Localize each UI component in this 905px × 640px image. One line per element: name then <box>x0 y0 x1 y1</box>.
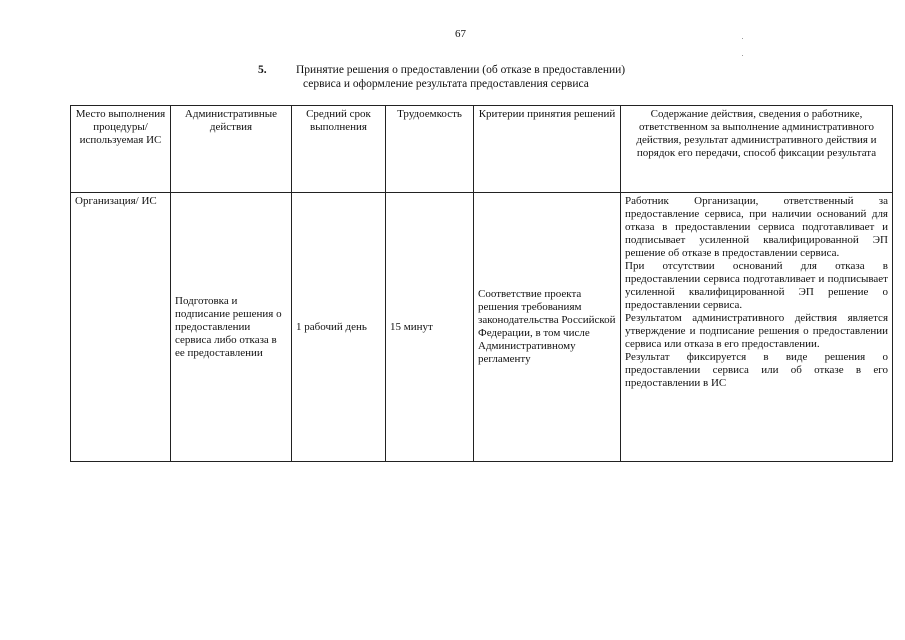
header-criteria: Критерии принятия решений <box>474 106 621 193</box>
table-header-row <box>71 106 893 193</box>
content-paragraph: Работник Организации, ответственный за предоставление сервиса, при наличии оснований для отказа в предоставлении сервиса подготавливает и подписывает усиленной квалифицированной ЭП решение об отказе в предоставлении сервиса. <box>625 195 888 259</box>
procedure-table <box>70 105 893 462</box>
scan-speck <box>742 38 743 39</box>
header-place: Место выполнения процедуры/используемая ИС <box>71 106 171 193</box>
header-action: Административные действия <box>171 106 292 193</box>
section-heading <box>258 63 625 91</box>
cell-criteria: Соответствие проекта решения требованиям законодательства Российской Федерации, в том числе Административному регламенту <box>474 193 621 462</box>
content-paragraph: Результатом административного действия является утверждение и подписание решения о предоставлении сервиса или отказа в его предоставлении. <box>625 312 888 350</box>
content-paragraph: При отсутствии оснований для отказа в предоставлении сервиса подготавливает и подписывает усиленной квалифицированной ЭП решение о предоставлении сервиса. <box>625 260 888 311</box>
section-title-line-2: сервиса и оформление результата предоставления сервиса <box>303 78 589 90</box>
cell-content <box>621 193 893 462</box>
section-number: 5. <box>258 64 267 76</box>
header-content: Содержание действия, сведения о работнике, ответственном за выполнение административного действия, результат административного действия и порядок его передачи, способ фиксации результата <box>621 106 893 193</box>
cell-place: Организация/ ИС <box>71 193 171 462</box>
header-term: Средний срок выполнения <box>292 106 386 193</box>
scan-speck <box>742 55 743 56</box>
content-paragraph: Результат фиксируется в виде решения о предоставлении сервиса или об отказе в его предоставлении в ИС <box>625 351 888 389</box>
cell-term: 1 рабочий день <box>292 193 386 462</box>
header-labor: Трудоемкость <box>386 106 474 193</box>
cell-action: Подготовка и подписание решения о предоставлении сервиса либо отказа в ее предоставлении <box>171 193 292 462</box>
section-title-line-1: Принятие решения о предоставлении (об отказе в предоставлении) <box>296 64 626 76</box>
page-number: 67 <box>455 28 466 40</box>
cell-labor: 15 минут <box>386 193 474 462</box>
table-row <box>71 193 893 462</box>
